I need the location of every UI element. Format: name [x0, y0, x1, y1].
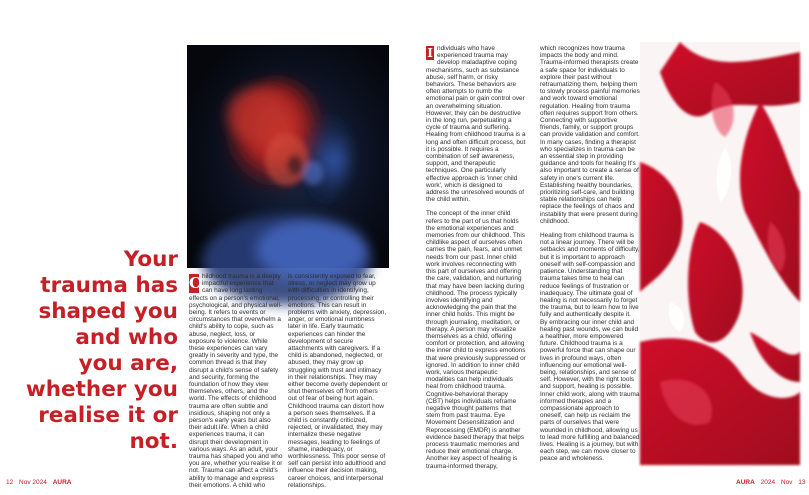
issue-year: 2024	[760, 479, 776, 486]
pull-quote-line: trauma has	[40, 273, 178, 298]
pull-quote-line: realise it or	[38, 403, 178, 428]
paragraph-text: ndividuals who have experienced trauma may develop maladaptive coping mechanisms, such as substance abuse, self harm, or risky behaviors. These behaviors are often attempts to numb the emotional pain or gain control over an overwhelming situation. However, they can be destructive in the long run, perpetuating a cycle of trauma and suffering. Healing from childhood trauma is a long and often difficult process, but it is possible. It requires a combination of self awareness, support, and therapeutic techniques. One particularly effective approach is 'inner child work', which is designed to address the unresolved wounds of the child within.	[426, 45, 526, 204]
body-text-column-3	[426, 45, 526, 473]
body-text-column-2	[288, 273, 388, 489]
abstract-image	[640, 42, 800, 465]
issue-date: Nov 2024	[19, 479, 47, 486]
paragraph: Healing from childhood trauma is not a linear journey. There will be setbacks and moments of difficulty, but it is important to approach oneself with self-compassion and patience. Understanding that trauma takes time to heal can reduce feelings of frustration or inadequacy. The ultimate goal of healing is not necessarily to forget the trauma, but to learn how to live fully and authentically despite it. By embracing our inner child and healing past wounds, we can build a healthier, more empowered future. Childhood trauma is a powerful force that can shape our lives in profound ways, often influencing our emotional well-being, relationships, and sense of self. However, with the right tools and support, healing is possible. Inner child work, along with trauma informed therapies and a compassionate approach to oneself, can help us reclaim the parts of ourselves that were wounded in childhood, allowing us to lead more fulfilling and balanced lives. Healing is a journey, but with each step, we can move closer to peace and wholeness.	[540, 232, 640, 463]
red-ink-abstract-image	[640, 42, 800, 465]
pull-quote-line: Your	[123, 247, 178, 272]
paragraph: The concept of the inner child refers to the part of us that holds the emotional experiences and memories from our childhood. This childlike aspect of ourselves often carries the pain, fears, and unmet needs from our past. Inner child work involves reconnecting with this part of ourselves and offering the care, validation, and nurturing that may have been lacking during childhood. The process typically involves identifying and acknowledging the pain that the inner child holds. This might be through journaling, meditation, or therapy. A person may visualize themselves as a child, offering comfort or protection, and allowing the inner child to express emotions that were previously suppressed or ignored. In addition to inner child work, various therapeutic modalities can help individuals heal from childhood trauma. Cognitive-behavioral therapy (CBT) helps individuals reframe negative thought patterns that stem from past trauma. Eye Movement Desensitization and Reprocessing (EMDR) is another evidence based therapy that helps process traumatic memories and reduce their emotional charge. Another key aspect of healing is trauma-informed therapy,	[426, 210, 526, 470]
pull-quote-line: whether you	[25, 377, 178, 402]
page-number: 13	[798, 479, 806, 486]
paragraph: which recognizes how trauma impacts the body and mind. Trauma-informed therapists create a safe space for individuals to explore their past without retraumatizing them, helping them to slowly process painful memories and work toward emotional regulation. Healing from trauma often requires support from others. Connecting with supportive friends, family, or support groups can provide validation and comfort. In many cases, finding a therapist who specializes in trauma can be an essential step in providing guidance and tools for healing It's also important to create a sense of safety in one's current life. Establishing healthy boundaries, prioritizing self-care, and building stable relationships can help replace the feelings of chaos and instability that were present during childhood.	[540, 45, 640, 225]
footer-right	[736, 479, 809, 486]
pull-quote-line: you are,	[78, 351, 178, 376]
portrait-image	[187, 45, 389, 268]
pull-quote	[6, 247, 178, 455]
magazine-name: AURA	[736, 479, 755, 486]
magazine-name: AURA	[52, 479, 72, 486]
drop-cap: C	[189, 274, 201, 292]
paragraph	[426, 45, 526, 203]
paragraph-text: hildhood trauma is a deeply impactful experience that can have long lasting effects on a person's emotional, psychological, and physical well-being. It refers to events or circumstances that overwhelm a child's ability to cope, such as abuse, neglect, loss, or exposure to violence. While these experiences can vary greatly in severity and type, the common thread is that they disrupt a child's sense of safety and security, forming the foundation of how they view themselves, others, and the world. The effects of childhood trauma are often subtle and insidious, shaping not only a person's early years but also their adult life. When a child experiences trauma, it can disrupt their development in various ways. As an adult, your trauma has shaped you and who you are, whether you realise it or not. Trauma can affect a child's ability to manage and express their emotions. A child who	[189, 273, 283, 489]
pull-quote-line: and who	[75, 325, 178, 350]
pull-quote-line: shaped you	[38, 299, 178, 324]
pull-quote-line: not.	[129, 429, 178, 454]
issue-month: Nov	[780, 479, 793, 486]
body-text-column-1	[189, 273, 283, 489]
drop-cap: I	[427, 46, 433, 60]
blurred-portrait-photo	[187, 45, 389, 268]
paragraph: is consistently exposed to fear, stress, or neglect may grow up with difficulties in identifying, processing, or controlling their emotions. This can result in problems with anxiety, depression, anger, or emotional numbness later in life. Early traumatic experiences can hinder the development of secure attachments with caregivers. If a child is abandoned, neglected, or abused, they may grow up struggling with trust and intimacy in their relationships. They may either become overly dependent or shut themselves off from others out of fear of being hurt again. Childhood trauma can distort how a person sees themselves. If a child is constantly criticized, rejected, or invalidated, they may internalize these negative messages, leading to feelings of shame, inadequacy, or worthlessness. This poor sense of self can persist into adulthood and influence their decision making, career choices, and interpersonal relationships.	[288, 273, 388, 489]
paragraph	[189, 273, 283, 489]
page-number: 12	[6, 479, 14, 486]
body-text-column-4	[540, 45, 640, 473]
footer-left	[6, 479, 75, 486]
